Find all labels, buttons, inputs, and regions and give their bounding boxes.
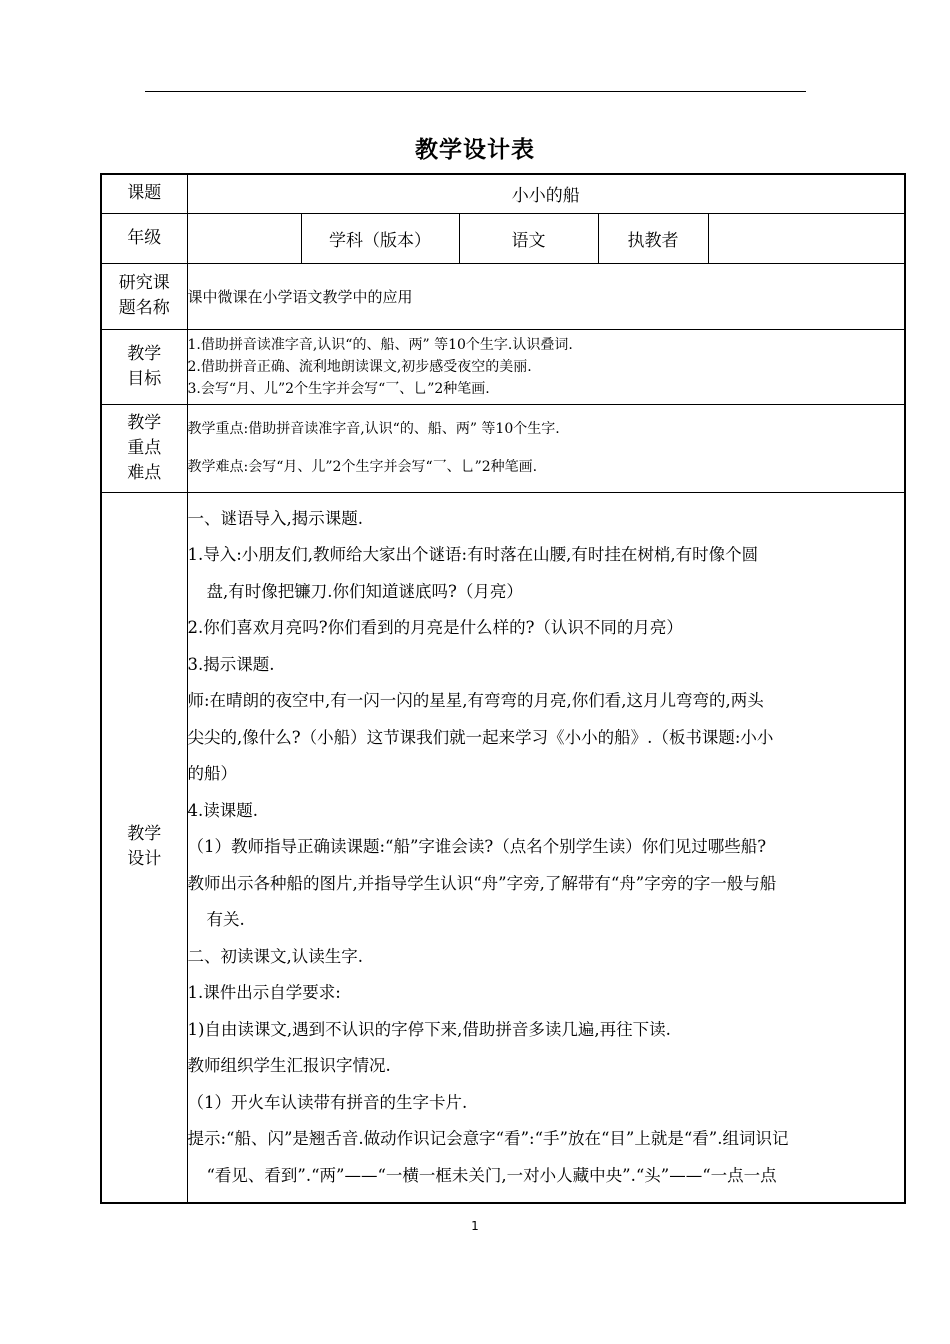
keypoints-label-line-1: 教学 <box>127 412 162 433</box>
keypoints-label-line-2: 重点 <box>127 437 162 458</box>
teacher-value <box>708 213 905 263</box>
objective-item: 1.借助拼音读准字音,认识“的、船、两” 等10个生字.认识叠词. <box>187 336 573 353</box>
design-label-line-2: 设计 <box>127 849 162 870</box>
design-line: 二、初读课文,认读生字. <box>187 946 363 966</box>
design-content <box>187 492 905 1203</box>
design-line: （1）开火车认读带有拼音的生字卡片. <box>187 1092 468 1112</box>
row-design <box>101 492 905 1203</box>
design-line: 盘,有时像把镰刀.你们知道谜底吗?（月亮） <box>206 581 523 601</box>
subject-value: 语文 <box>459 213 598 263</box>
grade-value <box>187 213 301 263</box>
keypoints-content <box>187 404 905 492</box>
design-label-line-1: 教学 <box>127 824 162 845</box>
design-line: 一、谜语导入,揭示课题. <box>187 508 363 528</box>
objectives-content <box>187 329 905 404</box>
research-label-line-1: 研究课 <box>118 273 170 293</box>
design-line: 尖尖的,像什么?（小船）这节课我们就一起来学习《小小的船》.（板书课题:小小 <box>187 727 774 747</box>
objectives-label-line-2: 目标 <box>127 368 162 389</box>
design-line: “看见、看到”.“两”——“一横一框未关门,一对小人藏中央”.“头”——“一点一点 <box>206 1165 777 1185</box>
course-title-value: 小小的船 <box>187 174 905 213</box>
objective-item: 2.借助拼音正确、流利地朗读课文,初步感受夜空的美丽. <box>187 358 532 375</box>
row-grade-subject <box>101 213 905 263</box>
lesson-plan-table <box>100 173 906 1204</box>
course-title-label: 课题 <box>101 174 187 213</box>
difficulty-text: 教学难点:会写“月、儿”2个生字并会写“乛、乚”2种笔画. <box>187 459 538 475</box>
row-keypoints <box>101 404 905 492</box>
design-line: 1.导入:小朋友们,教师给大家出个谜语:有时落在山腰,有时挂在树梢,有时像个圆 <box>187 545 759 564</box>
objectives-label-line-1: 教学 <box>127 343 162 364</box>
research-value: 课中微课在小学语文教学中的应用 <box>187 263 905 329</box>
design-line: 师:在晴朗的夜空中,有一闪一闪的星星,有弯弯的月亮,你们看,这月儿弯弯的,两头 <box>187 691 764 710</box>
teacher-label: 执教者 <box>598 213 708 263</box>
design-line: 1)自由读课文,遇到不认识的字停下来,借助拼音多读几遍,再往下读. <box>187 1019 671 1039</box>
row-course-title <box>101 174 905 213</box>
document-title: 教学设计表 <box>415 137 535 163</box>
grade-label: 年级 <box>101 213 187 263</box>
design-line: 教师出示各种船的图片,并指导学生认识“舟”字旁,了解带有“舟”字旁的字一般与船 <box>187 873 777 893</box>
design-line: 教师组织学生汇报识字情况. <box>187 1056 391 1075</box>
row-research-title <box>101 263 905 329</box>
keypoints-label-line-3: 难点 <box>127 462 162 483</box>
header-rule <box>145 91 806 92</box>
subject-label: 学科（版本） <box>301 213 459 263</box>
design-line: 的船） <box>187 764 237 783</box>
objective-item: 3.会写“月、儿”2个生字并会写“乛、乚”2种笔画. <box>187 380 490 397</box>
page-number: 1 <box>471 1219 479 1233</box>
research-label <box>101 263 187 329</box>
design-label <box>101 492 187 1203</box>
design-line: 3.揭示课题. <box>187 654 275 674</box>
design-line: 2.你们喜欢月亮吗?你们看到的月亮是什么样的?（认识不同的月亮） <box>187 618 683 637</box>
design-line: 4.读课题. <box>187 800 258 820</box>
keypoints-label <box>101 404 187 492</box>
design-line: 提示:“船、闪”是翘舌音.做动作识记会意字“看”:“手”放在“目”上就是“看”.组词识记 <box>187 1129 789 1148</box>
key-point-text: 教学重点:借助拼音读准字音,认识“的、船、两” 等10个生字. <box>187 421 560 437</box>
row-objectives <box>101 329 905 404</box>
research-label-line-2: 题名称 <box>118 298 170 318</box>
design-line: 有关. <box>206 910 245 929</box>
design-line: （1）教师指导正确读课题:“船”字谁会读?（点名个别学生读）你们见过哪些船? <box>187 837 767 856</box>
design-line: 1.课件出示自学要求: <box>187 983 341 1002</box>
objectives-label <box>101 329 187 404</box>
